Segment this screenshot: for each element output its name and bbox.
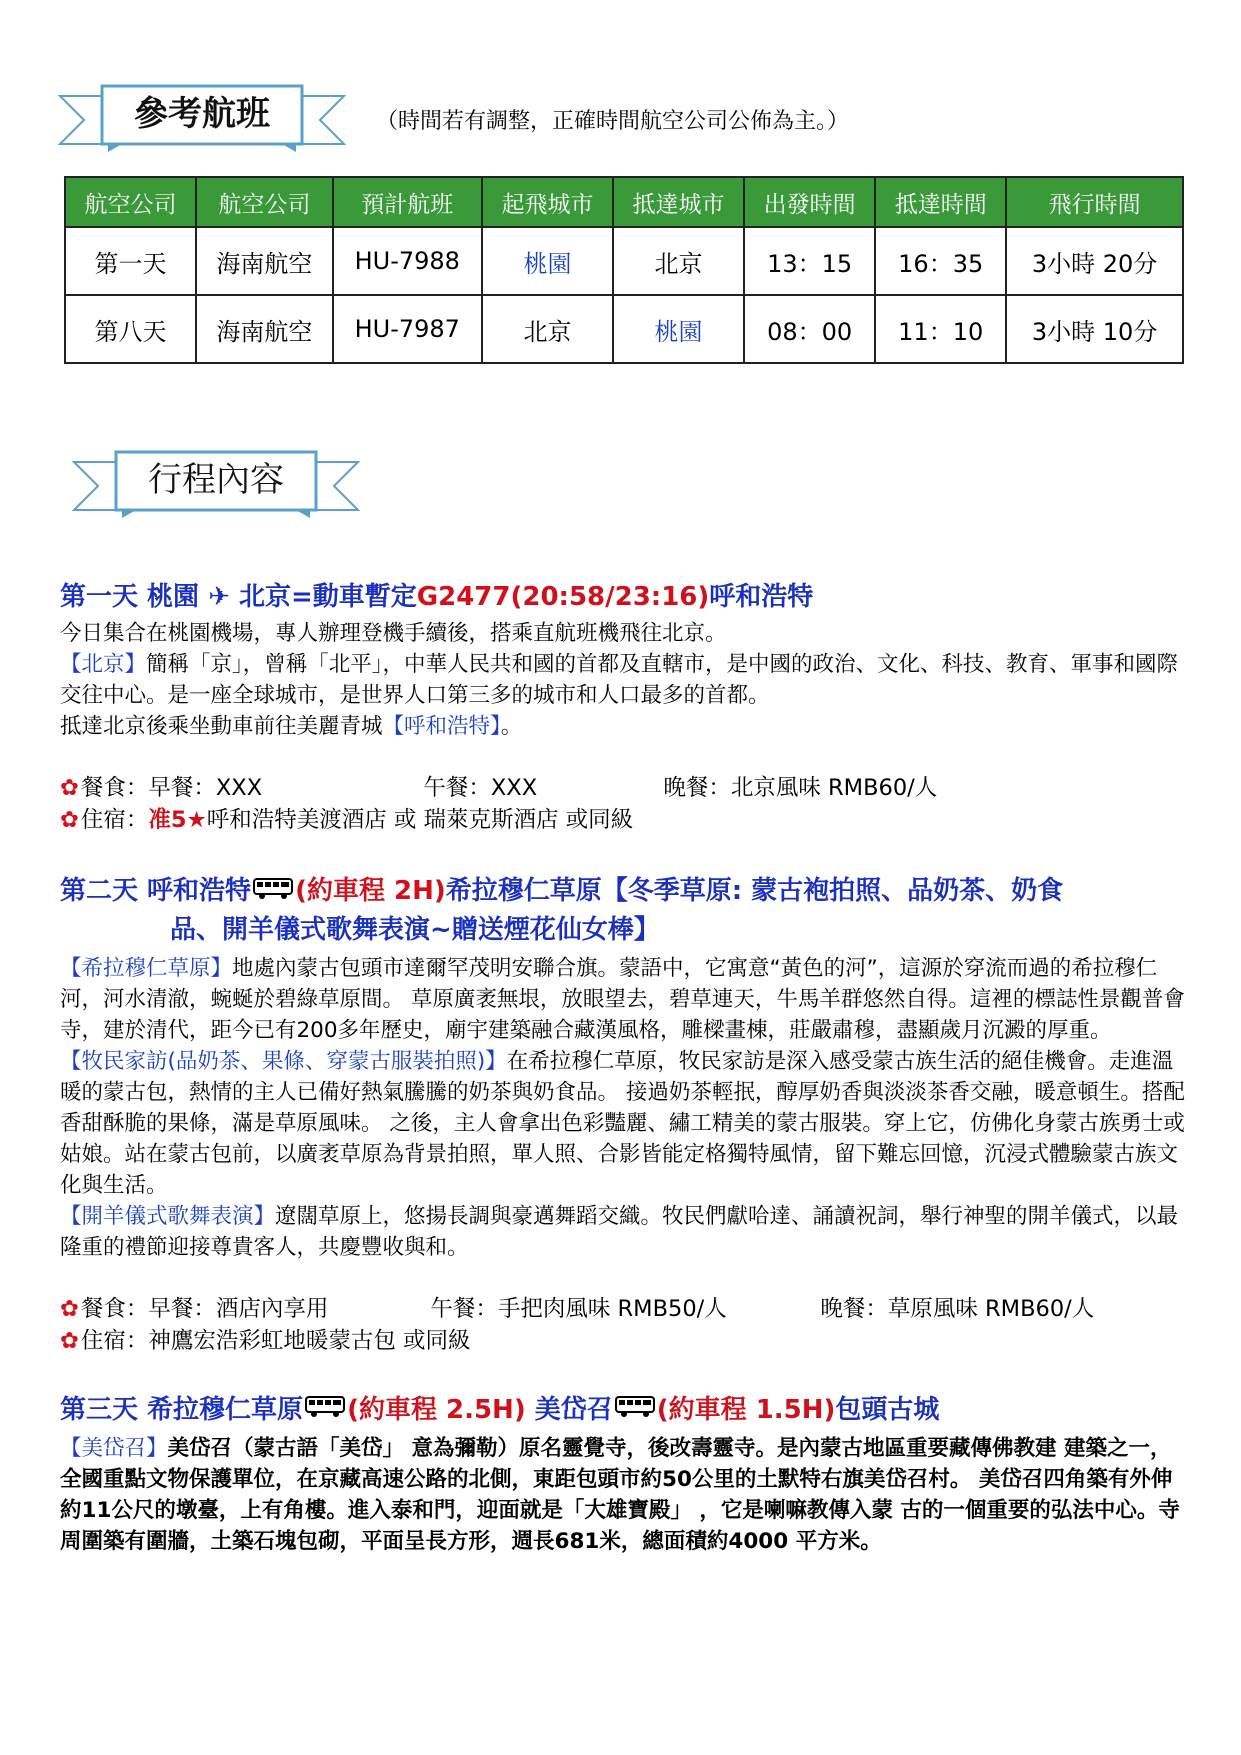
hotel-label: 住宿： <box>80 1327 149 1354</box>
cell-airline: 海南航空 <box>196 295 333 363</box>
day2-highlight: 【牧民家訪(品奶茶、果條、穿蒙古服裝拍照)】 <box>60 1048 507 1074</box>
day1-hotel <box>60 804 1190 836</box>
day1-title-part: 呼和浩特 <box>709 582 814 612</box>
cell-departure-city: 北京 <box>482 295 613 363</box>
bus-icon <box>615 1391 655 1429</box>
flower-icon: ✿ <box>60 1295 79 1322</box>
header-arrival-city: 抵達城市 <box>613 177 744 227</box>
day1-paragraph: 今日集合在桃園機場，專人辦理登機手續後，搭乘直航班機飛往北京。 <box>60 621 727 646</box>
day1-title-part: 第一天 桃園 <box>60 582 200 612</box>
hotel-name: 呼和浩特美渡酒店 或 瑞萊克斯酒店 或同級 <box>206 807 634 833</box>
flower-icon: ✿ <box>60 807 79 833</box>
cell-arrival-city: 北京 <box>613 227 744 295</box>
header-flight: 預計航班 <box>333 177 482 227</box>
cell-arrival-time: 11：10 <box>875 295 1006 363</box>
hotel-label: 住宿： <box>80 807 149 833</box>
day2-title-part: 希拉穆仁草原【冬季草原: 蒙古袍拍照、品奶茶、奶食 <box>445 876 1064 906</box>
day1-text: 抵達北京後乘坐動車前往美麗青城 <box>60 714 383 739</box>
cell-day: 第八天 <box>65 295 196 363</box>
hotel-name: 神鷹宏浩彩虹地暖蒙古包 或同級 <box>148 1327 471 1354</box>
day1-text: 。 <box>500 714 523 739</box>
itinerary-content <box>60 578 1190 1557</box>
cell-flight: HU-7987 <box>333 295 482 363</box>
day1-highlight: 【北京】 <box>60 652 147 677</box>
breakfast: 早餐：酒店內享用 <box>148 1295 329 1322</box>
day2-title-line2: 品、開羊儀式歌舞表演~贈送煙花仙女棒】 <box>170 914 660 945</box>
header-arrival-time: 抵達時間 <box>875 177 1006 227</box>
day2-text: 地處內蒙古包頭市達爾罕茂明安聯合旗。蒙語中，它寓意“黃色的河”，這源於穿流而過的希拉穆仁河，河水清澈，蜿蜒於碧綠草原間。 草原廣袤無垠，放眼望去，碧草連天，牛馬羊群悠然自得。這裡的標誌性景觀普會寺，建於清代，距今已有200多年歷史，廟宇建築融合藏漢風格，雕樑畫棟，莊嚴肅穆，盡顯歲月沉澱的厚重。 <box>60 955 1185 1043</box>
day1-paragraph <box>60 649 1190 711</box>
itinerary-section-ribbon <box>72 448 360 520</box>
header-flight-duration: 飛行時間 <box>1006 177 1183 227</box>
day3-highlight: 【美岱召】 <box>60 1436 168 1461</box>
day3-drive-time-2: (約車程 1.5H) <box>656 1394 836 1425</box>
header-departure-city: 起飛城市 <box>482 177 613 227</box>
day2-highlight: 【希拉穆仁草原】 <box>60 955 233 981</box>
day2-paragraph <box>60 953 1190 1046</box>
cell-duration: 3小時 20分 <box>1006 227 1183 295</box>
plane-icon: ✈ <box>208 582 230 612</box>
day2-text: 遼闊草原上，悠揚長調與豪邁舞蹈交織。牧民們獻哈達、誦讀祝詞，舉行神聖的開羊儀式，以最隆重的禮節迎接尊貴客人，共慶豐收與和。 <box>60 1203 1179 1260</box>
day1-highlight: 【呼和浩特】 <box>382 714 501 739</box>
day3-title-part: 美岱召 <box>525 1394 613 1425</box>
dinner: 晚餐：北京風味 RMB60/人 <box>663 775 938 801</box>
day3-paragraph <box>60 1433 1190 1557</box>
cell-airline: 海南航空 <box>196 227 333 295</box>
day2-meals <box>60 1293 1190 1325</box>
day1-meals <box>60 772 1190 804</box>
day3-title <box>60 1391 1190 1430</box>
flights-header-row <box>65 177 1183 227</box>
day3-title-part: 包頭古城 <box>835 1394 940 1425</box>
day2-text: 在希拉穆仁草原，牧民家訪是深入感受蒙古族生活的絕佳機會。走進溫暖的蒙古包，熱情的主人已備好熱氣騰騰的奶茶與奶食品。 接過奶茶輕抿，醇厚奶香與淡淡茶香交融，暖意頓生。搭配香甜酥脆的果條，滿是草原風味。 之後，主人會拿出色彩豔麗、繡工精美的蒙古服裝。穿上它，仿佛化身蒙古族勇士或姑娘。站在蒙古包前，以廣袤草原為背景拍照，單人照、合影皆能定格獨特風情，留下難忘回憶，沉浸式體驗蒙古族文化與生活。 <box>60 1048 1185 1198</box>
meal-label: 餐食： <box>80 775 149 801</box>
day1-title <box>60 578 1190 616</box>
hotel-rating: 准5★ <box>148 807 207 833</box>
day2-title-part: 第二天 呼和浩特 <box>60 876 252 906</box>
header-airline-2: 航空公司 <box>196 177 333 227</box>
day3-drive-time-1: (約車程 2.5H) <box>347 1394 526 1425</box>
day2-title <box>60 872 1190 911</box>
bus-icon <box>253 873 293 911</box>
flights-note: （時間若有調整，正確時間航空公司公佈為主。） <box>376 109 850 134</box>
lunch: 午餐：手把肉風味 RMB50/人 <box>430 1295 727 1322</box>
cell-day: 第一天 <box>65 227 196 295</box>
day3-text: 美岱召（蒙古語「美岱」 意為彌勒）原名靈覺寺，後改壽靈寺。是內蒙古地區重要藏傳佛教建 建築之一，全國重點文物保護單位，在京藏高速公路的北側，東距包頭市約50公里的土默特右旗美岱召村。 美岱召四角築有外伸約11公尺的墩臺，上有角樓。進入泰和門，迎面就是「大雄寶殿」 ，它是喇嘛教傳入蒙 古的一個重要的弘法中心。寺周圍築有圍牆，土築石塊包砌，平面呈長方形，週長681米，總面積約4000 平方米。 <box>60 1436 1180 1554</box>
day1-text: 簡稱「京」，曾稱「北平」，中華人民共和國的首都及直轄市，是中國的政治、文化、科技、教育、軍事和國際交往中心。是一座全球城市，是世界人口第三多的城市和人口最多的首都。 <box>60 652 1179 708</box>
flights-section-title: 參考航班 <box>134 94 270 134</box>
flights-table <box>64 176 1184 364</box>
cell-arrival-city: 桃園 <box>613 295 744 363</box>
itinerary-section-title: 行程內容 <box>148 460 284 500</box>
day2-paragraph <box>60 1046 1190 1201</box>
flights-section-ribbon <box>58 82 346 154</box>
cell-departure-time: 08：00 <box>744 295 875 363</box>
flower-icon: ✿ <box>60 775 79 801</box>
cell-flight: HU-7988 <box>333 227 482 295</box>
day2-hotel <box>60 1325 1190 1357</box>
day2-drive-time: (約車程 2H) <box>295 876 446 906</box>
day1-title-part: 北京=動車暫定 <box>238 582 417 612</box>
day2-paragraph <box>60 1201 1190 1263</box>
table-row <box>65 295 1183 363</box>
cell-departure-time: 13：15 <box>744 227 875 295</box>
day1-paragraph <box>60 711 1190 742</box>
header-departure-time: 出發時間 <box>744 177 875 227</box>
table-row <box>65 227 1183 295</box>
bus-icon <box>305 1391 345 1429</box>
header-airline-1: 航空公司 <box>65 177 196 227</box>
day1-train-number: G2477(20:58/23:16) <box>416 582 710 612</box>
cell-duration: 3小時 10分 <box>1006 295 1183 363</box>
flower-icon: ✿ <box>60 1327 79 1354</box>
cell-arrival-time: 16：35 <box>875 227 1006 295</box>
breakfast: 早餐：XXX <box>148 775 263 801</box>
day3-title-part: 第三天 希拉穆仁草原 <box>60 1394 304 1425</box>
meal-label: 餐食： <box>80 1295 149 1322</box>
cell-departure-city: 桃園 <box>482 227 613 295</box>
dinner: 晚餐：草原風味 RMB60/人 <box>820 1295 1095 1322</box>
day2-highlight: 【開羊儀式歌舞表演】 <box>60 1203 276 1229</box>
lunch: 午餐：XXX <box>423 775 538 801</box>
